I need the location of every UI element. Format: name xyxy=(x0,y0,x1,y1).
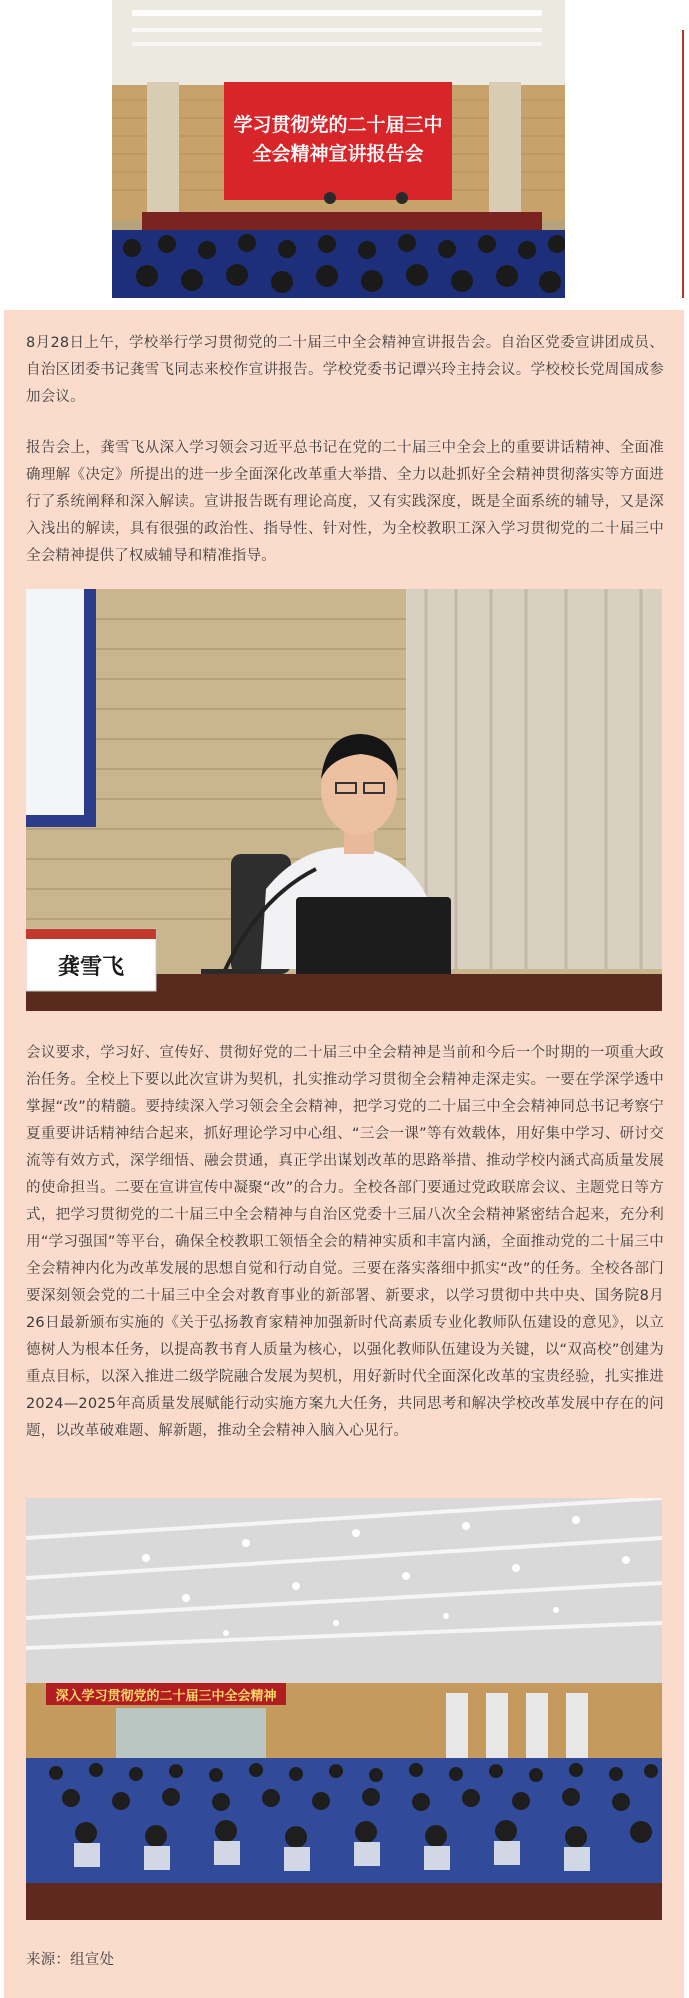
nameplate-text: 龚雪飞 xyxy=(57,954,125,979)
accent-line xyxy=(682,30,684,298)
source-line: 来源：组宣处 xyxy=(26,1952,115,1968)
hero-banner-line1: 学习贯彻党的二十届三中 xyxy=(233,115,443,136)
article-paragraph-2: 报告会上，龚雪飞从深入学习领会习近平总书记在党的二十届三中全会上的重要讲话精神、全面准确理解《决定》所提出的进一步全面深化改革重大举措、全力以赴抓好全会精神贯彻落实等方面进行了系统阐释和深入解读。宣讲报告既有理论高度，又有实践深度，既是全面系统的辅导，又是深入浅出的解读，具有很强的政治性、指导性、针对性，为全校教职工深入学习贯彻党的二十届三中全会精神提供了权威辅导和精准指导。 xyxy=(26,440,664,564)
article-paragraph-1: 8月28日上午，学校举行学习贯彻党的二十届三中全会精神宣讲报告会。自治区党委宣讲团成员、自治区团委书记龚雪飞同志来校作宣讲报告。学校党委书记谭兴玲主持会议。学校校长党周国成参加会议。 xyxy=(26,335,664,405)
hall-photo-art xyxy=(26,1498,662,1920)
hero-photo-art xyxy=(112,0,565,298)
hero-photo xyxy=(112,0,565,298)
hall-photo xyxy=(26,1498,662,1920)
hall-banner-text: 深入学习贯彻党的二十届三中全会精神 xyxy=(55,1688,277,1703)
speaker-photo-art xyxy=(26,589,662,1011)
hero-banner-line2: 全会精神宣讲报告会 xyxy=(252,144,424,165)
article-paragraph-3: 会议要求，学习好、宣传好、贯彻好党的二十届三中全会精神是当前和今后一个时期的一项重大政治任务。全校上下要以此次宣讲为契机，扎实推动学习贯彻全会精神走深走实。一要在学深学透中掌握“改”的精髓。要持续深入学习领会全会精神，把学习党的二十届三中全会精神同总书记考察宁夏重要讲话精神结合起来，抓好理论学习中心组、“三会一课”等有效载体，用好集中学习、研讨交流等有效方式，深学细悟、融会贯通，真正学出谋划改革的思路举措、推动学校内涵式高质量发展的使命担当。二要在宣讲宣传中凝聚“改”的合力。全校各部门要通过党政联席会议、主题党日等方式，把学习贯彻党的二十届三中全会精神与自治区党委十三届八次全会精神紧密结合起来，充分利用“学习强国”等平台，确保全校教职工领悟全会的精神实质和丰富内涵，全面推动党的二十届三中全会精神内化为改革发展的思想自觉和行动自觉。三要在落实落细中抓实“改”的任务。全校各部门要深刻领会党的二十届三中全会对教育事业的新部署、新要求，以学习贯彻中共中央、国务院8月26日最新颁布实施的《关于弘扬教育家精神加强新时代高素质专业化教师队伍建设的意见》，以立德树人为根本任务，以提高教书育人质量为核心，以强化教师队伍建设为关键，以“双高校”创建为重点目标，以深入推进二级学院融合发展为契机，用好新时代全面深化改革的宝贵经验，扎实推进2024—2025年高质量发展赋能行动实施方案九大任务，共同思考和解决学校改革发展中存在的问题，以改革破难题、解新题，推动全会精神入脑入心见行。 xyxy=(26,1045,664,1439)
speaker-photo xyxy=(26,589,662,1011)
